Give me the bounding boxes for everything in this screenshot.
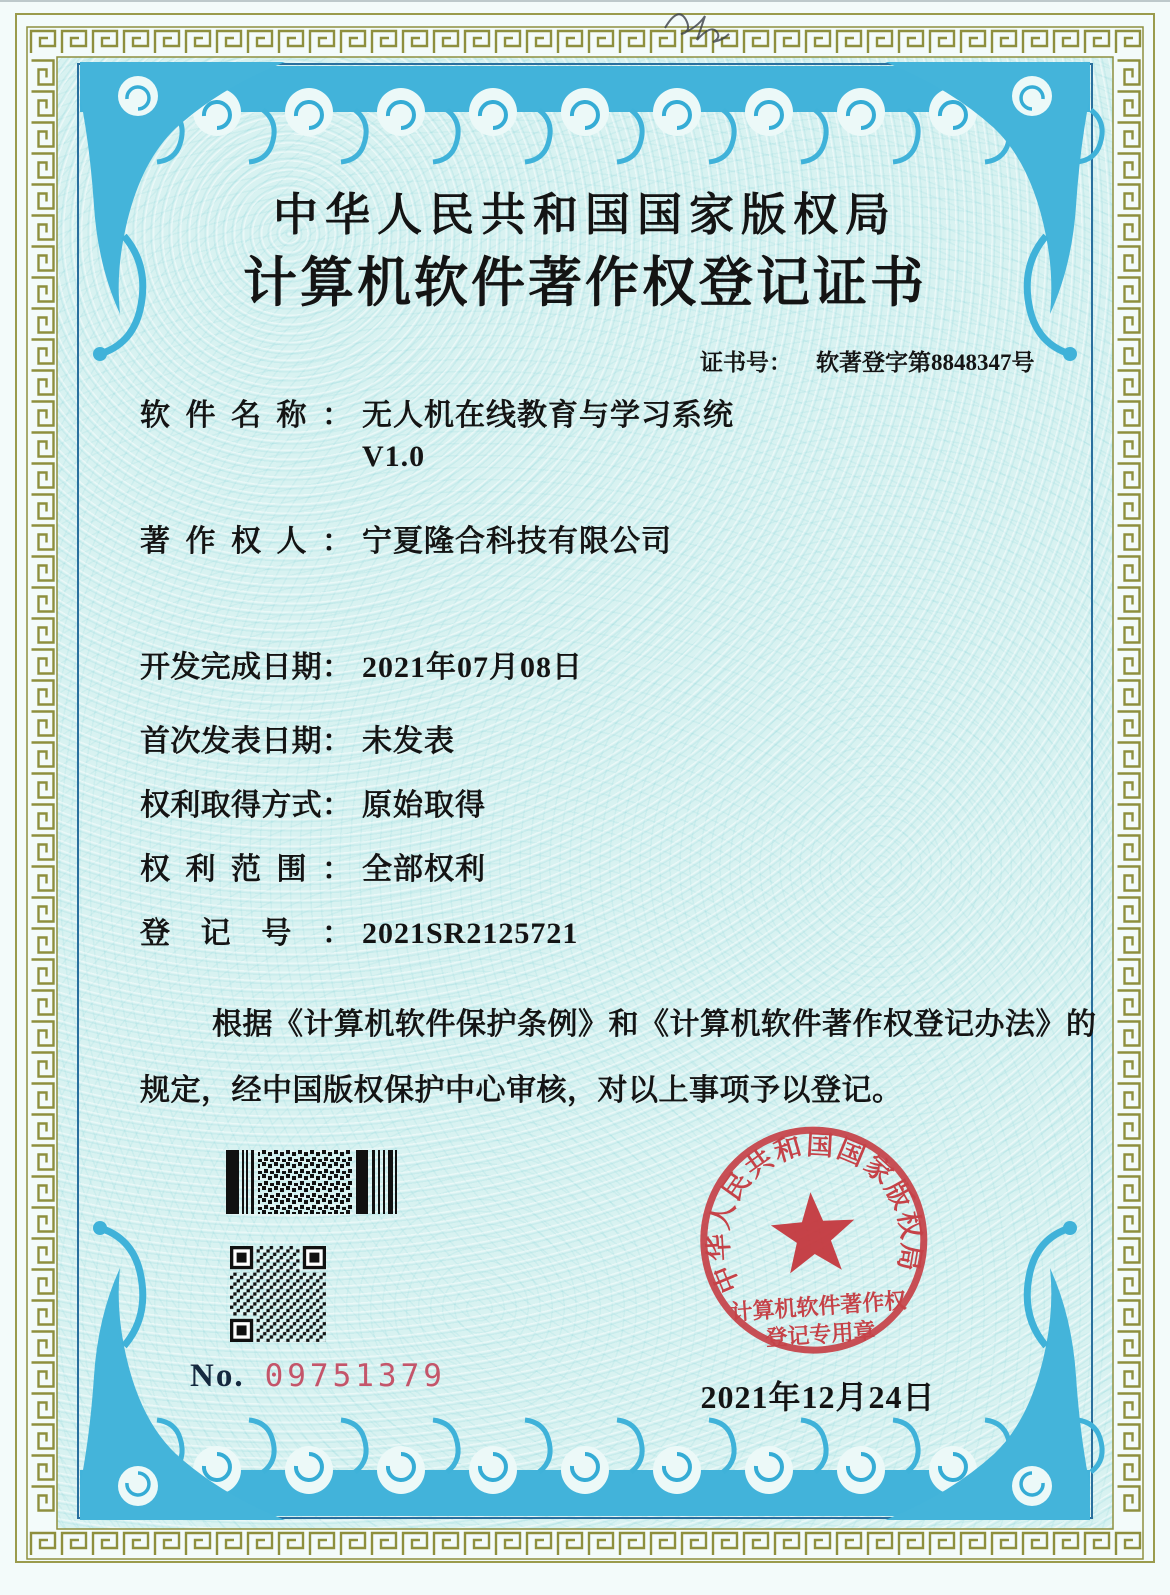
- serial-number-line: [190, 1358, 446, 1395]
- red-star-icon: [769, 1189, 858, 1274]
- serial-label: No.: [190, 1358, 245, 1394]
- field-value: 宁夏隆合科技有限公司: [362, 525, 672, 558]
- issue-date: 2021年12月24日: [700, 1379, 936, 1415]
- field-value: 未发表: [362, 725, 455, 758]
- statement-line2: 规定，经中国版权保护中心审核，对以上事项予以登记。: [140, 1074, 903, 1107]
- field-registration-number: [140, 914, 578, 954]
- field-copyright-owner: [140, 522, 672, 562]
- field-label: 首次发表日期：: [140, 725, 352, 758]
- seal-line2: 登记专用章: [764, 1318, 877, 1351]
- field-value: 无人机在线教育与学习系统: [362, 399, 734, 432]
- field-rights-scope: [140, 850, 486, 890]
- field-label: 软件名称：: [140, 399, 352, 432]
- qr-finder-top-left: [230, 1246, 253, 1269]
- field-completion-date: [140, 648, 583, 688]
- certificate-number-label: 证书号：: [700, 350, 792, 375]
- certificate-title: 计算机软件著作权登记证书: [243, 253, 927, 313]
- field-value: 原始取得: [362, 789, 486, 822]
- statement-line1: 根据《计算机软件保护条例》和《计算机软件著作权登记办法》的: [212, 1008, 1097, 1041]
- qr-code-icon: [230, 1246, 326, 1342]
- field-label: 著作权人：: [140, 525, 352, 558]
- field-software-version: V1.0: [362, 440, 426, 473]
- field-value: 全部权利: [362, 853, 486, 886]
- serial-number: 09751379: [264, 1358, 446, 1394]
- official-seal: [677, 1103, 953, 1382]
- field-first-publication: [140, 722, 455, 762]
- field-label: 开发完成日期：: [140, 651, 352, 684]
- field-value: 2021年07月08日: [362, 651, 583, 684]
- field-value: 2021SR2125721: [362, 917, 579, 950]
- seal-line1: 计算机软件著作权: [729, 1287, 908, 1326]
- barcode-icon: [226, 1150, 398, 1214]
- authority-title: 中华人民共和国国家版权局: [272, 190, 897, 240]
- qr-finder-top-right: [303, 1246, 326, 1269]
- scan-edge: [0, 0, 1170, 2]
- certificate-number-value: 软著登字第8848347号: [816, 350, 1035, 375]
- field-rights-acquisition: [140, 786, 486, 826]
- qr-finder-bottom-left: [230, 1319, 253, 1342]
- field-label: 权利范围：: [140, 853, 352, 886]
- field-software-name: [140, 396, 734, 436]
- certificate-number: [700, 344, 1035, 377]
- seal-arc-text: 中华人民共和国国家版权局: [703, 1129, 927, 1298]
- field-label: 权利取得方式：: [140, 789, 352, 822]
- field-label: 登记号：: [140, 917, 352, 950]
